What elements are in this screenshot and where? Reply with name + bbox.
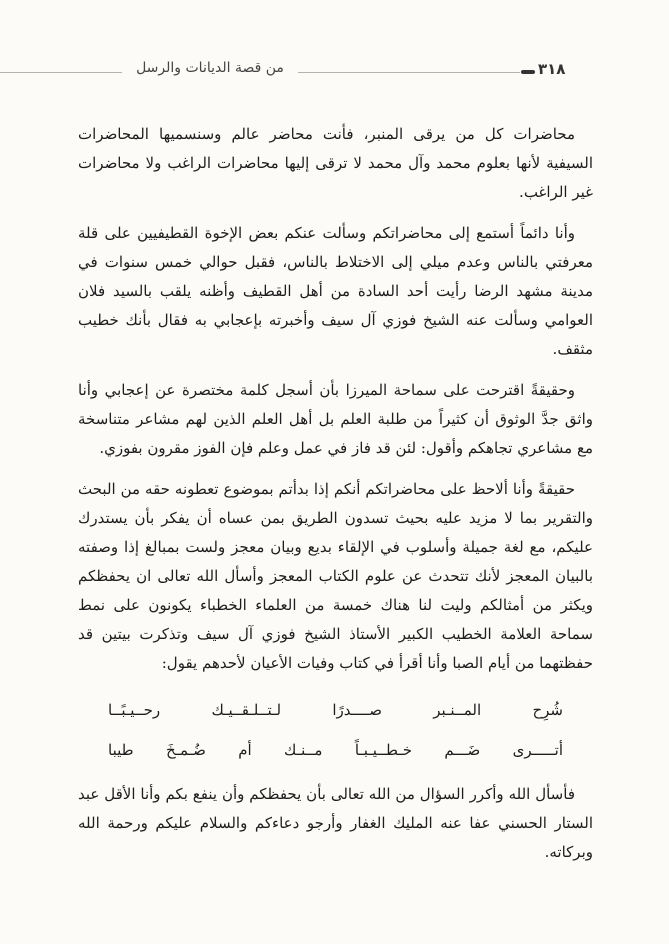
verse-word: ضَـــم <box>444 741 481 759</box>
verse-word: ضُـمـخَ <box>165 741 206 759</box>
verse-word: طيبا <box>108 741 134 759</box>
verse-line-1 <box>78 690 593 730</box>
paragraph-4: حقيقةً وأنا ألاحظ على محاضراتكم أنكم إذا بدأتم بموضوع تعطونه حقه من البحث والتقرير بما لا مزيد عليه بحيث تسدون الطريق بمن عساه أن يفكر بأن يستدرك عليكم، مع لغة جميلة وأسلوب في الإلقاء بديع وبيان معجز ولست بمبالغ إذا وصفته بالبيان المعجز لأنك تتحدث عن علوم الكتاب المعجز وأسأل الله تعالى ان يحفظكم ويكثر من أمثالكم وليت لنا هناك خمسة من العلماء الخطباء يكونون على نمط سماحة العلامة الخطيب الكبير الأستاذ الشيخ فوزي آل سيف وتذكرت بيتين قد حفظتهما من أيام الصبا وأنا أقرأ في كتاب وفيات الأعيان لأحدهم يقول: <box>78 480 593 672</box>
verse-word: أم <box>238 741 252 759</box>
running-title: من قصة الديانات والرسل <box>136 60 284 76</box>
verse-word: أتـــــرى <box>512 741 563 759</box>
paragraph-3: وحقيقةً اقترحت على سماحة الميرزا بأن أسجل كلمة مختصرة عن إعجابي وأنا واثق جدَّ الوثوق أن كثيراً من طلبة العلم بل أهل العلم الذين لهم مشاعر متناسخة مع مشاعري تجاهكم وأقول: لئن قد فاز في عمل وعلم فإن الفوز مقرون بفوزي. <box>78 381 593 457</box>
closing-paragraph: فأسأل الله وأكرر السؤال من الله تعالى بأن يحفظكم وأن ينفع بكم وأنا الأقل عبد الستار الحسني عفا عنه المليك الغفار وأرجو دعاءكم والسلام عليكم ورحمة الله وبركاته. <box>78 785 593 861</box>
verse-line-2 <box>78 730 593 770</box>
header-rule-left <box>0 72 122 73</box>
verse-word: شُرِح <box>532 701 563 719</box>
verse-word: صــــدرًا <box>332 701 382 719</box>
paragraph-2: وأنا دائماً أستمع إلى محاضراتكم وسألت عنكم بعض الإخوة القطيفيين على قلة معرفتي بالناس وعدم ميلي إلى الاختلاط بالناس، فقبل حوالي خمس سنوات في مدينة مشهد الرضا رأيت أحد السادة من أهل القطيف وأظنه يلقب بالسيد فلان العوامي وسألت عنه الشيخ فوزي آل سيف وأخبرته بإعجابي به فقال بأنك خطيب مثقف. <box>78 224 593 358</box>
page-number: ٣١٨ <box>538 60 566 78</box>
verse-word: رحــيـبًــا <box>108 701 161 719</box>
poem-verses <box>78 690 593 770</box>
page-body <box>78 120 593 879</box>
paragraph-1: محاضرات كل من يرقى المنبر، فأنت محاضر عالم وسنسميها المحاضرات السيفية لأنها بعلوم محمد وآل محمد لا ترقى إليها محاضرات الراغب ولا محاضرات غير الراغب. <box>78 125 593 201</box>
verse-word: خـطــيـبـاً <box>354 741 412 759</box>
verse-word: المــنـبر <box>433 701 482 719</box>
verse-word: مــنـك <box>284 741 323 759</box>
page-header <box>0 58 669 88</box>
header-marker <box>521 70 535 74</box>
verse-word: لـتــلـقــيـك <box>211 701 282 719</box>
header-rule-middle <box>298 72 520 73</box>
